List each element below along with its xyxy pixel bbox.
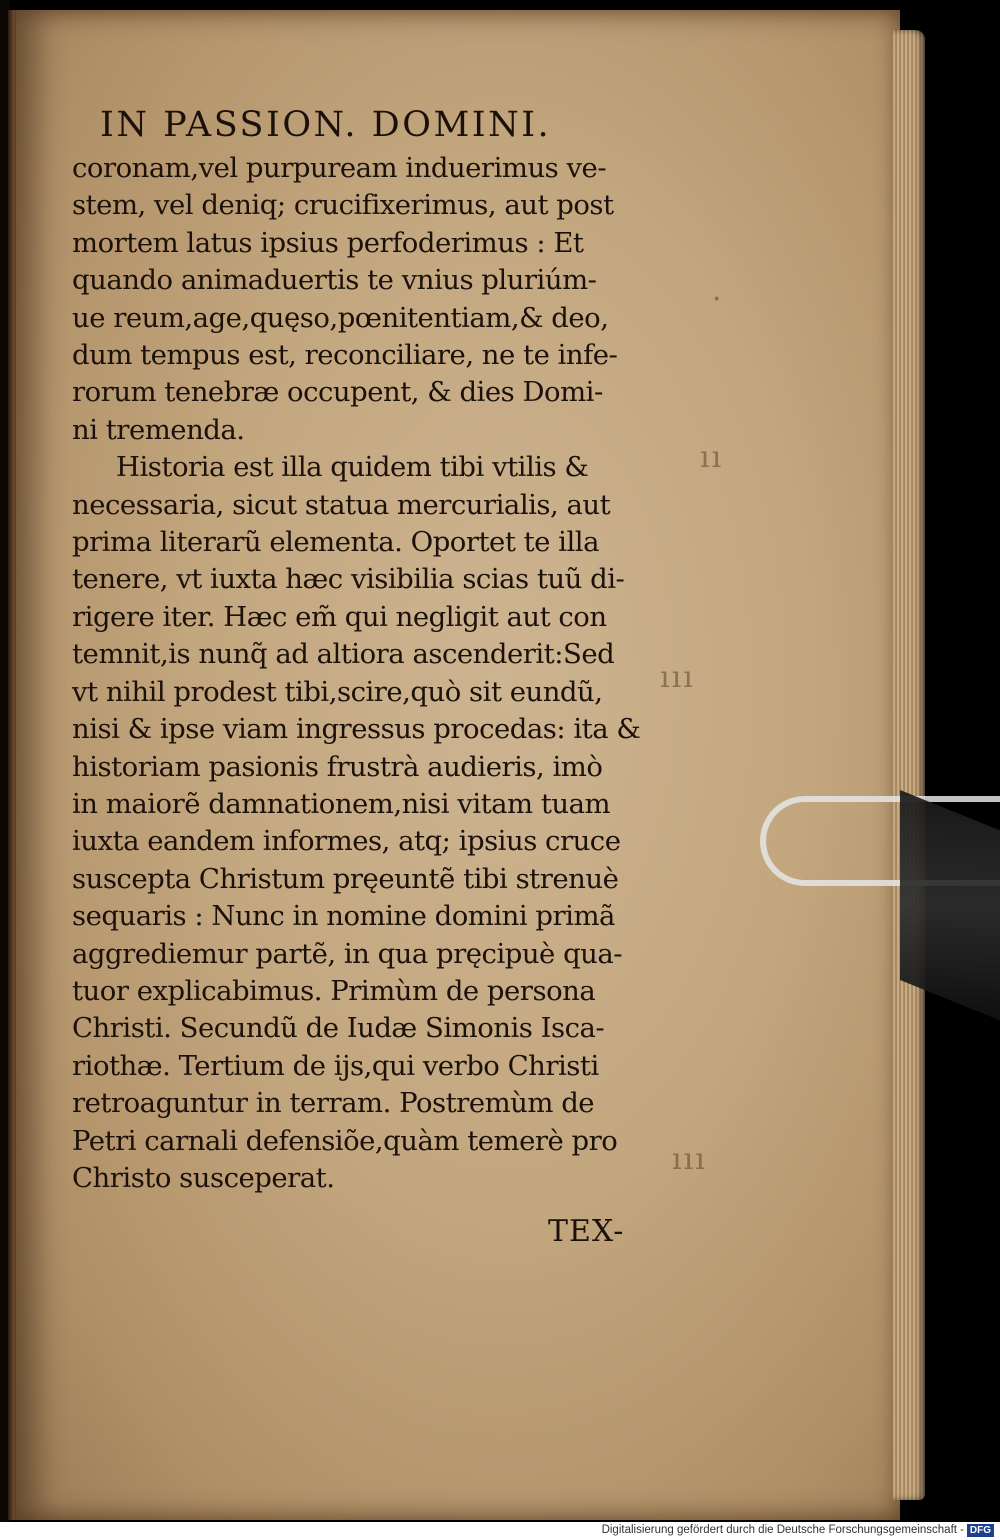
text-line: Christo susceperat. (72, 1161, 335, 1194)
text-line: in maiorẽ damnationem,nisi vitam tuam (72, 787, 611, 820)
text-line: iuxta eandem informes, atq; ipsius cruce (72, 825, 621, 858)
running-head: IN PASSION. DOMINI. (100, 105, 552, 145)
catchword: TEX- (548, 1214, 625, 1249)
text-line: Christi. Secundũ de Iudæ Simonis Isca- (72, 1012, 605, 1045)
page-edge-stack (893, 30, 925, 1500)
text-line: rigere iter. Hæc em̃ qui negligit aut con (72, 600, 607, 633)
show-through-mark: ııı (672, 1142, 707, 1177)
text-line: quando animaduertis te vnius pluriúm- (72, 264, 597, 297)
dfg-logo: DFG (967, 1524, 994, 1537)
text-line: ni tremenda. (72, 413, 245, 446)
text-line: sequaris : Nunc in nomine domini primã (72, 900, 615, 933)
text-line: tuor explicabimus. Primùm de persona (72, 974, 596, 1007)
text-line: Petri carnali defensiõe,quàm temerè pro (72, 1124, 618, 1157)
text-line: necessaria, sicut statua mercurialis, aut (72, 488, 611, 521)
text-block (72, 100, 642, 1197)
text-line: suscepta Christum pręeuntẽ tibi strenuè (72, 862, 619, 895)
show-through-mark: ıı (700, 440, 724, 475)
text-line: aggrediemur partẽ, in qua pręcipuè qua- (72, 937, 623, 970)
clip-shadow (900, 790, 1000, 1020)
text-line: retroaguntur in terram. Postremùm de (72, 1087, 595, 1120)
show-through-mark: ııı (660, 660, 695, 695)
text-line: dum tempus est, reconciliare, ne te infe- (72, 339, 618, 372)
text-line: nisi & ipse viam ingressus procedas: ita & (72, 713, 641, 746)
text-line: prima literarũ elementa. Oportet te illa (72, 526, 599, 559)
text-line: Historia est illa quidem tibi vtilis & (116, 451, 589, 484)
text-line: vt nihil prodest tibi,scire,quò sit eundũ, (72, 675, 603, 708)
text-line: riothæ. Tertium de ijs,qui verbo Christi (72, 1049, 599, 1082)
text-line: mortem latus ipsius perfoderimus : Et (72, 226, 584, 259)
text-line: coronam,vel purpuream induerimus ve- (72, 152, 607, 184)
footer-credit: Digitalisierung gefördert durch die Deutsche Forschungsgemeinschaft - (601, 1524, 964, 1536)
text-line: ue reum,age,quęso,pœnitentiam,& deo, (72, 301, 609, 334)
text-line: tenere, vt iuxta hæc visibilia scias tuũ di- (72, 563, 625, 596)
text-line: historiam pasionis frustrà audieris, imò (72, 750, 603, 783)
text-line: temnit,is nunq̃ ad altiora ascenderit:Sed (72, 638, 615, 671)
text-line: stem, vel deniq; crucifixerimus, aut post (72, 189, 614, 222)
show-through-mark: · (712, 282, 724, 317)
text-line: rorum tenebræ occupent, & dies Domi- (72, 376, 603, 409)
body-text (72, 150, 642, 1197)
